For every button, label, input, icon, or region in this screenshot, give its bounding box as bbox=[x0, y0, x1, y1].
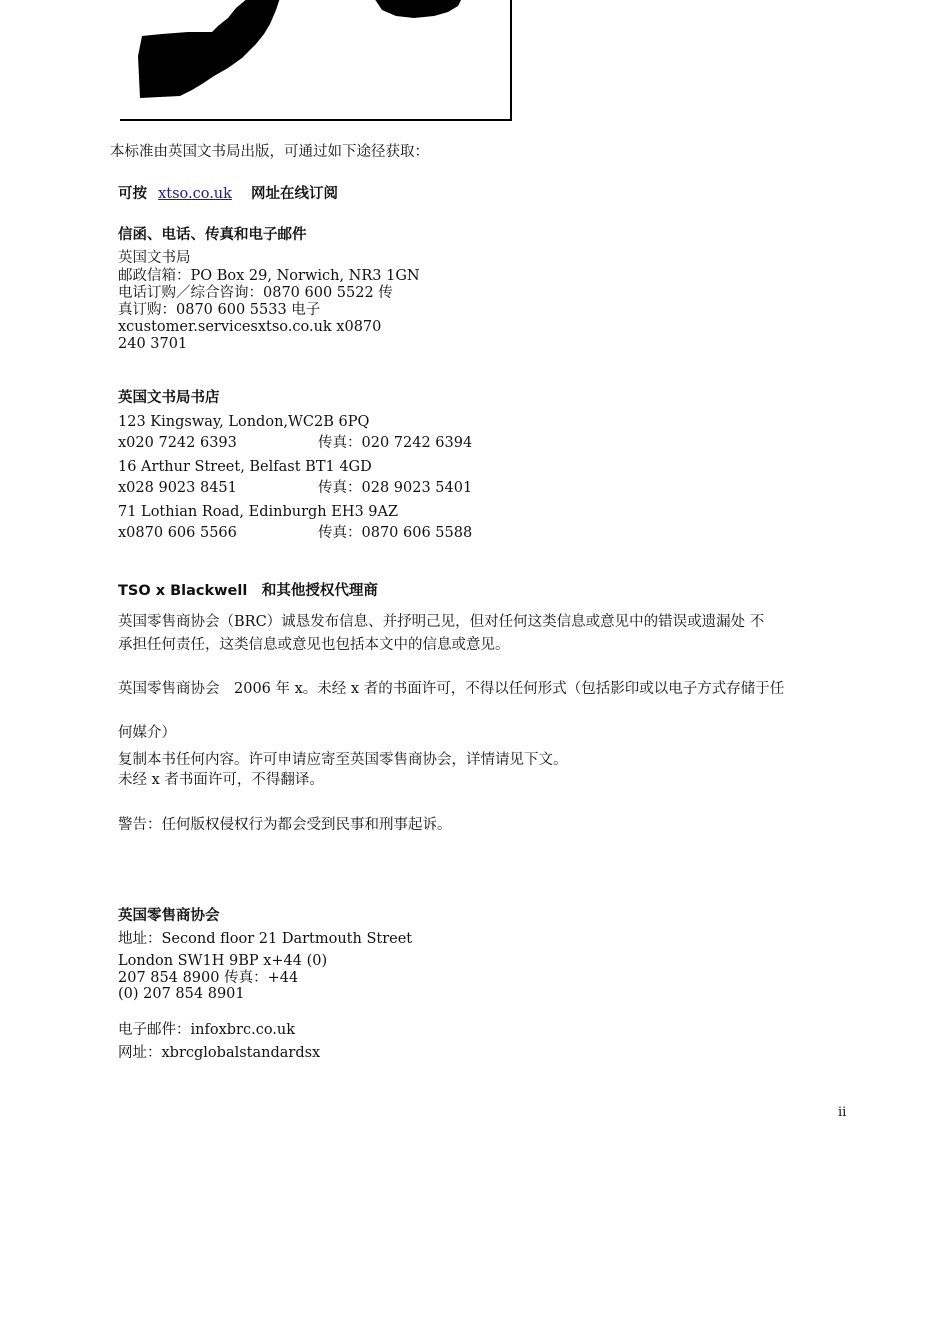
shop-phone: x020 7242 6393 bbox=[118, 435, 237, 451]
shop-contact-row bbox=[118, 480, 518, 497]
disclaimer-text: 英国零售商协会（BRC）诚恳发布信息、并抒明己见，但对任何这类信息或意见中的错误或遗漏处 不 bbox=[118, 614, 765, 630]
shop-contact-row bbox=[118, 435, 518, 452]
copyright-text: 复制本书任何内容。许可申请应寄至英国零售商协会，详情请见下文。 bbox=[118, 752, 568, 768]
online-prefix: 可按 bbox=[118, 186, 147, 202]
brc-heading: 英国零售商协会 bbox=[118, 908, 220, 924]
mail-line: 电话订购／综合咨询：0870 600 5522 传 bbox=[118, 285, 393, 301]
agents-heading: TSO x Blackwell 和其他授权代理商 bbox=[118, 583, 378, 599]
brc-logo-graphic bbox=[118, 0, 510, 121]
copyright-text: 何媒介） bbox=[118, 725, 176, 741]
brc-email: 电子邮件：infoxbrc.co.uk bbox=[118, 1022, 296, 1038]
mail-line: xcustomer.servicesxtso.co.uk x0870 bbox=[118, 319, 382, 335]
copyright-text: 未经 x 者书面许可，不得翻译。 bbox=[118, 772, 324, 788]
logo-frame bbox=[120, 0, 512, 121]
online-suffix: 网址在线订阅 bbox=[250, 186, 338, 202]
brc-address-line: London SW1H 9BP x+44 (0) bbox=[118, 953, 328, 969]
disclaimer-text: 承担任何责任，这类信息或意见也包括本文中的信息或意见。 bbox=[118, 637, 510, 653]
mail-section-heading: 信函、电话、传真和电子邮件 bbox=[118, 227, 307, 243]
mail-line: 真订购：0870 600 5533 电子 bbox=[118, 302, 321, 318]
mail-line: 英国文书局 bbox=[118, 250, 191, 266]
mail-line: 邮政信箱：PO Box 29, Norwich, NR3 1GN bbox=[118, 268, 420, 284]
shops-heading: 英国文书局书店 bbox=[118, 390, 220, 406]
tso-website-link[interactable]: xtso.co.uk bbox=[158, 186, 232, 202]
shop-fax: 传真：020 7242 6394 bbox=[318, 435, 473, 451]
brc-website: 网址：xbrcglobalstandardsx bbox=[118, 1045, 321, 1061]
shop-address: 16 Arthur Street, Belfast BT1 4GD bbox=[118, 459, 372, 475]
brc-address-line: (0) 207 854 8901 bbox=[118, 986, 245, 1002]
online-order-line bbox=[118, 186, 338, 203]
shop-contact-row bbox=[118, 525, 518, 542]
page-number: ii bbox=[838, 1105, 847, 1120]
shop-fax: 传真：0870 606 5588 bbox=[318, 525, 473, 541]
copyright-warning: 警告：任何版权侵权行为都会受到民事和刑事起诉。 bbox=[118, 817, 452, 833]
brc-address-line: 地址：Second floor 21 Dartmouth Street bbox=[118, 931, 413, 947]
shop-phone: x028 9023 8451 bbox=[118, 480, 237, 496]
shop-fax: 传真：028 9023 5401 bbox=[318, 480, 473, 496]
copyright-text: 英国零售商协会 2006 年 x。未经 x 者的书面许可，不得以任何形式（包括影印或以电子方式存储于任 bbox=[118, 681, 785, 697]
shop-phone: x0870 606 5566 bbox=[118, 525, 237, 541]
shop-address: 123 Kingsway, London,WC2B 6PQ bbox=[118, 414, 370, 430]
intro-text: 本标准由英国文书局出版，可通过如下途径获取： bbox=[110, 144, 429, 160]
shop-address: 71 Lothian Road, Edinburgh EH3 9AZ bbox=[118, 504, 399, 520]
brc-address-line: 207 854 8900 传真：+44 bbox=[118, 970, 299, 986]
mail-line: 240 3701 bbox=[118, 336, 188, 352]
